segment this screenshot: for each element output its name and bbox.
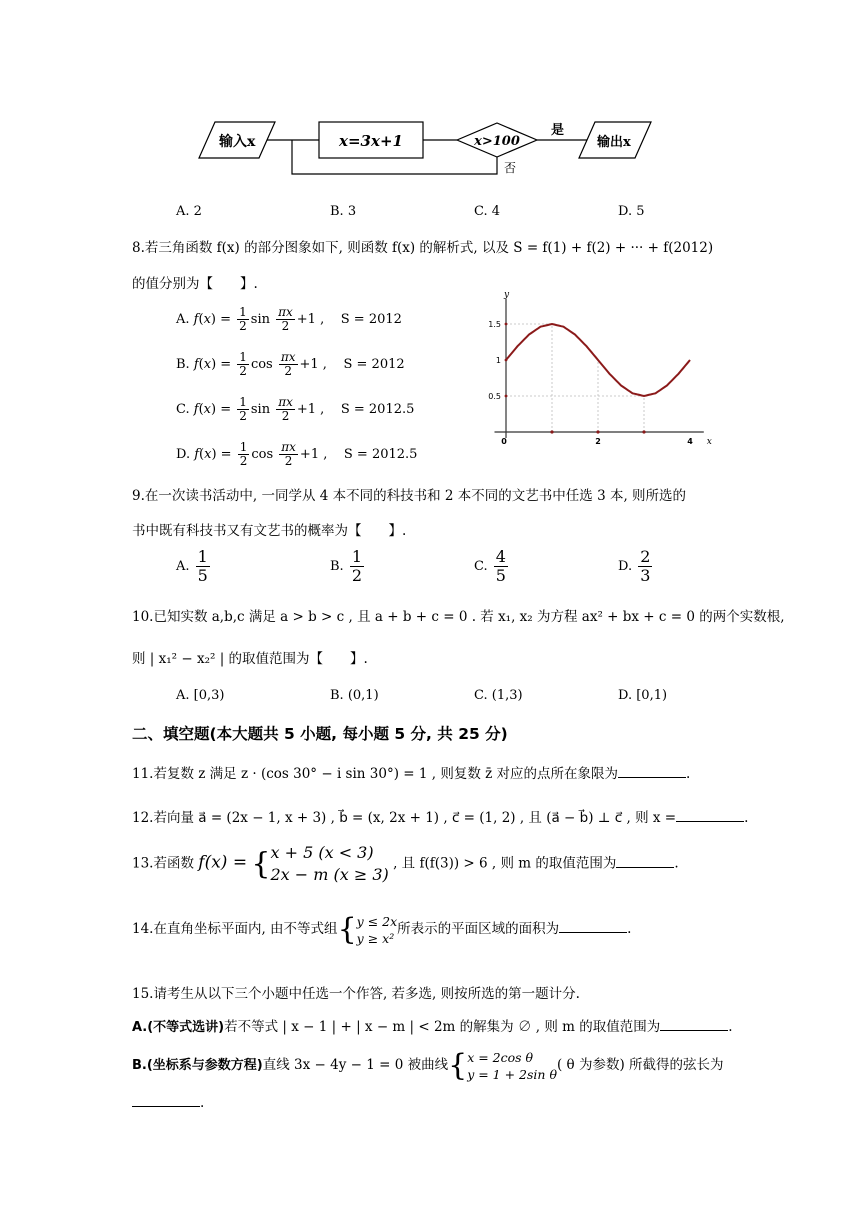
q8-line1: 8.若三角函数 f(x) 的部分图象如下, 则函数 f(x) 的解析式, 以及 S = f(1) + f(2) + ··· + f(2012) bbox=[132, 240, 714, 256]
y-tick-label: 1 bbox=[495, 356, 501, 365]
decision-label: x>100 bbox=[474, 134, 520, 149]
q7-option-b: B. 3 bbox=[330, 204, 357, 219]
x-tick-mark bbox=[642, 430, 645, 433]
q8-option-d: D. f(x) = $\frac{1}{2}$ cos $\frac{\pi x}{2}$ +1 , S = 2012.5 bbox=[176, 440, 418, 468]
q8-option-b: B. f(x) = $\frac{1}{2}$ cos $\frac{\pi x}{2}$ +1 , S = 2012 bbox=[176, 350, 405, 378]
q8-option-c: C. f(x) = $\frac{1}{2}$ sin $\frac{\pi x}{2}$ +1 , S = 2012.5 bbox=[176, 395, 415, 423]
q9-option-c: C. $\frac{4}{5}$ bbox=[474, 547, 506, 585]
q9-option-d: D. $\frac{2}{3}$ bbox=[618, 547, 651, 585]
q10-option-c: C. (1,3) bbox=[474, 688, 523, 703]
q15-b-blank-line: . bbox=[132, 1094, 204, 1111]
q13: 13.若函数 f(x) = { x + 5 (x < 3) 2x − m (x ≥ 3) , 且 f(f(3)) > 6 , 则 m 的取值范围为 . bbox=[132, 843, 679, 884]
y-tick-label: 0.5 bbox=[488, 392, 501, 401]
q12-blank[interactable] bbox=[676, 809, 744, 822]
input-label: 输入x bbox=[219, 134, 256, 150]
x-axis-label: x bbox=[706, 437, 712, 447]
x-tick-mark bbox=[596, 430, 599, 433]
x-tick-label: 0 bbox=[501, 437, 507, 446]
process-label: x=3x+1 bbox=[339, 132, 403, 150]
flowchart bbox=[195, 110, 655, 185]
q12: 12.若向量 a⃗ = (2x − 1, x + 3) , b⃗ = (x, 2x + 1) , c⃗ = (1, 2) , 且 (a⃗ − b⃗) ⊥ c⃗ , 则 x = . bbox=[132, 810, 749, 826]
q15-intro: 15.请考生从以下三个小题中任选一个作答, 若多选, 则按所选的第一题计分. bbox=[132, 986, 580, 1002]
q10-option-a: A. [0,3) bbox=[176, 688, 225, 703]
q9-option-a: A. $\frac{1}{5}$ bbox=[176, 547, 208, 585]
q9-line2: 书中既有科技书又有文艺书的概率为【 】. bbox=[132, 523, 407, 539]
yes-label: 是 bbox=[551, 123, 565, 138]
output-label: 输出x bbox=[597, 135, 631, 150]
q7-option-d: D. 5 bbox=[618, 204, 645, 219]
q9-line1: 9.在一次读书活动中, 一同学从 4 本不同的科技书和 2 本不同的文艺书中任选 3 本, 则所选的 bbox=[132, 488, 687, 504]
q8-option-a: A. f(x) = $\frac{1}{2}$ sin $\frac{\pi x}{2}$ +1 , S = 2012 bbox=[176, 305, 402, 333]
x-tick-label: 4 bbox=[687, 437, 693, 446]
no-label: 否 bbox=[504, 161, 517, 175]
q15-b: B.(坐标系与参数方程)直线 3x − 4y − 1 = 0 被曲线{ x = 2cos θ y = 1 + 2sin θ ( θ 为参数) 所截得的弦长为 bbox=[132, 1048, 724, 1083]
y-tick-mark bbox=[505, 395, 508, 398]
q15a-blank[interactable] bbox=[660, 1018, 728, 1031]
y-tick-label: 1.5 bbox=[488, 320, 501, 329]
q7-option-c: C. 4 bbox=[474, 204, 501, 219]
q7-option-a: A. 2 bbox=[176, 204, 202, 219]
q9-option-b: B. $\frac{1}{2}$ bbox=[330, 547, 363, 585]
q10-option-d: D. [0,1) bbox=[618, 688, 668, 703]
q10-option-b: B. (0,1) bbox=[330, 688, 379, 703]
x-tick-mark bbox=[550, 430, 553, 433]
q14-blank[interactable] bbox=[559, 920, 627, 933]
q15-a: A.(不等式选讲)若不等式 | x − 1 | + | x − m | < 2m 的解集为 ∅ , 则 m 的取值范围为 . bbox=[132, 1019, 733, 1035]
q11: 11.若复数 z 满足 z · (cos 30° − i sin 30°) = 1 , 则复数 z̄ 对应的点所在象限为 . bbox=[132, 766, 691, 782]
q8-line2: 的值分别为【 】. bbox=[132, 276, 258, 292]
q10-line1: 10.已知实数 a,b,c 满足 a > b > c , 且 a + b + c = 0 . 若 x₁, x₂ 为方程 ax² + bx + c = 0 的两个实数根, bbox=[132, 609, 785, 625]
y-axis-label: y bbox=[504, 290, 510, 300]
function-graph bbox=[486, 290, 716, 450]
q14: 14.在直角坐标平面内, 由不等式组{ y ≤ 2x y ≥ x² 所表示的平面区域的面积为 . bbox=[132, 912, 632, 947]
series-line bbox=[506, 324, 690, 396]
q15b-blank[interactable] bbox=[132, 1094, 200, 1107]
q10-line2: 则 | x₁² − x₂² | 的取值范围为【 】. bbox=[132, 651, 368, 667]
section-title: 二、填空题(本大题共 5 小题, 每小题 5 分, 共 25 分) bbox=[132, 725, 508, 743]
y-tick-mark bbox=[505, 323, 508, 326]
q13-blank[interactable] bbox=[616, 855, 674, 868]
q11-blank[interactable] bbox=[618, 765, 686, 778]
x-tick-label: 2 bbox=[595, 437, 601, 446]
